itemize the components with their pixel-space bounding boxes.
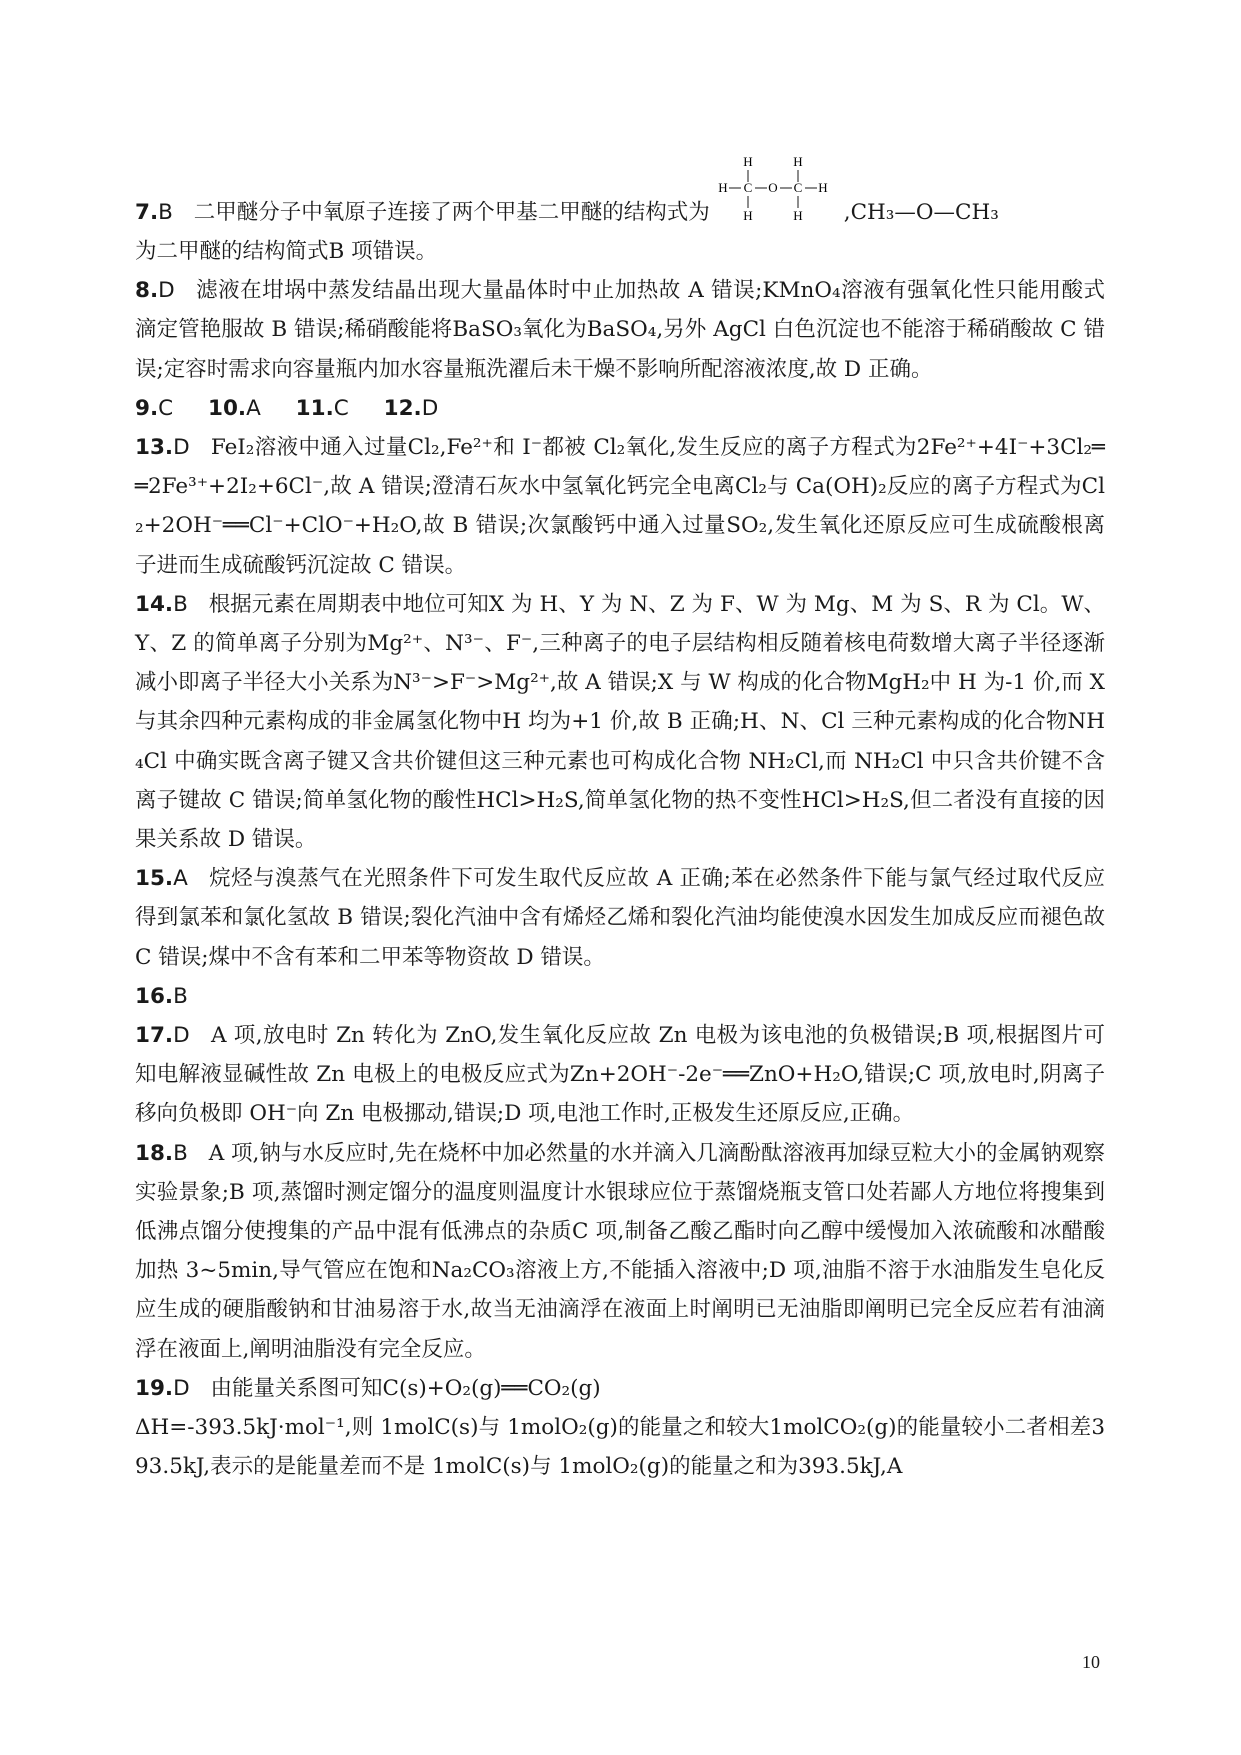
answer-12: 12.D	[383, 395, 439, 421]
atom-o: O	[768, 180, 778, 195]
question-7	[135, 140, 1105, 232]
question-16	[135, 977, 1105, 1016]
questions-9-12	[135, 389, 1105, 428]
answer-letter: D	[173, 435, 190, 461]
atom-h-top-left: H	[743, 154, 753, 169]
question-number: 19.	[135, 1375, 174, 1401]
page-number: 10	[1082, 1652, 1100, 1672]
explanation-text: 二甲醚分子中氧原子连接了两个甲基二甲醚的结构式为	[193, 199, 710, 225]
answer-letter: D	[173, 1375, 190, 1401]
question-19	[135, 1369, 1105, 1408]
question-17	[135, 1016, 1105, 1134]
atom-h-top-right: H	[793, 154, 803, 169]
answer-letter: B	[173, 591, 188, 617]
question-number: 15.	[135, 866, 174, 892]
explanation-text: FeI₂溶液中通入过量Cl₂,Fe²⁺和 I⁻都被 Cl₂氧化,发生反应的离子方程式为2Fe²⁺+4I⁻+3Cl₂══2Fe³⁺+2I₂+6Cl⁻,故 A 错误;澄清石灰水中氢氧化钙完全电离Cl₂与 Ca(OH)₂反应的离子方程式为Cl₂+2OH⁻══Cl⁻+ClO⁻+H₂O,故 B 错误;次氯酸钙中通入过量SO₂,发生氧化还原反应可生成硫酸根离子进而生成硫酸钙沉淀故 C 错误。	[135, 435, 1105, 578]
question-15	[135, 859, 1105, 977]
explanation-text: A 项,钠与水反应时,先在烧杯中加必然量的水并滴入几滴酚酞溶液再加绿豆粒大小的金属钠观察实验景象;B 项,蒸馏时测定馏分的温度则温度计水银球应位于蒸馏烧瓶支管口处若鄙人方地位将搜集到低沸点馏分使搜集的产品中混有低沸点的杂质C 项,制备乙酸乙酯时向乙醇中缓慢加入浓硫酸和冰醋酸加热 3~5min,导气管应在饱和Na₂CO₃溶液上方,不能插入溶液中;D 项,油脂不溶于水油脂发生皂化反应生成的硬脂酸钠和甘油易溶于水,故当无油滴浮在液面上时阐明已无油脂即阐明已完全反应若有油滴浮在液面上,阐明油脂没有完全反应。	[135, 1140, 1105, 1362]
question-number: 7.	[135, 199, 159, 225]
atom-h-bottom-right: H	[793, 208, 803, 223]
question-number: 14.	[135, 591, 174, 617]
question-18	[135, 1134, 1105, 1369]
answer-11: 11.C	[295, 395, 349, 421]
dimethyl-ether-structural-formula	[718, 152, 838, 232]
question-7-continued: 为二甲醚的结构简式B 项错误。	[135, 239, 438, 264]
question-number: 13.	[135, 435, 174, 461]
answer-letter: D	[158, 278, 175, 304]
explanation-text: 滤液在坩埚中蒸发结晶出现大量晶体时中止加热故 A 错误;KMnO₄溶液有强氧化性只能用酸式滴定管艳服故 B 错误;稀硝酸能将BaSO₃氧化为BaSO₄,另外 AgCl 白色沉淀也不能溶于稀硝酸故 C 错误;定容时需求向容量瓶内加水容量瓶洗濯后未干燥不影响所配溶液浓度,故 D 正确。	[135, 278, 1105, 382]
answer-letter: D	[173, 1023, 190, 1049]
answer-letter: B	[158, 199, 173, 225]
question-number: 18.	[135, 1140, 174, 1166]
answer-content	[135, 140, 1105, 1487]
structural-formula-drawing	[718, 152, 838, 232]
atom-h-left: H	[718, 180, 728, 195]
question-8	[135, 271, 1105, 389]
atom-c-right: C	[793, 180, 803, 195]
question-14	[135, 585, 1105, 859]
question-number: 16.	[135, 983, 174, 1009]
atom-c-left: C	[743, 180, 753, 195]
answer-letter: A	[173, 866, 188, 892]
answer-letter: B	[173, 1140, 188, 1166]
explanation-text: 烷烃与溴蒸气在光照条件下可发生取代反应故 A 正确;苯在必然条件下能与氯气经过取代反应得到氯苯和氯化氢故 B 错误;裂化汽油中含有烯烃乙烯和裂化汽油均能使溴水因发生加成反应而褪色故 C 错误;煤中不含有苯和二甲苯等物资故 D 错误。	[135, 866, 1105, 970]
condensed-formula: ,CH₃—O—CH₃	[843, 199, 999, 225]
atom-h-right: H	[818, 180, 828, 195]
answer-letter: B	[173, 983, 188, 1009]
question-number: 8.	[135, 278, 159, 304]
explanation-text: 根据元素在周期表中地位可知X 为 H、Y 为 N、Z 为 F、W 为 Mg、M 为 S、R 为 Cl。W、Y、Z 的简单离子分别为Mg²⁺、N³⁻、F⁻,三种离子的电子层结构相反随着核电荷数增大离子半径逐渐减小即离子半径大小关系为N³⁻>F⁻>Mg²⁺,故 A 错误;X 与 W 构成的化合物MgH₂中 H 为-1 价,而 X 与其余四种元素构成的非金属氢化物中H 均为+1 价,故 B 正确;H、N、Cl 三种元素构成的化合物NH₄Cl 中确实既含离子键又含共价键但这三种元素也可构成化合物 NH₂Cl,而 NH₂Cl 中只含共价键不含离子键故 C 错误;简单氢化物的酸性HCl>H₂S,简单氢化物的热不变性HCl>H₂S,但二者没有直接的因果关系故 D 错误。	[135, 591, 1105, 853]
atom-h-bottom-left: H	[743, 208, 753, 223]
question-13	[135, 428, 1105, 585]
question-19-continued: ΔH=-393.5kJ·mol⁻¹,则 1molC(s)与 1molO₂(g)的能量之和较大1molCO₂(g)的能量较小二者相差393.5kJ,表示的是能量差而不是 1molC(s)与 1molO₂(g)的能量之和为393.5kJ,A	[135, 1415, 1105, 1480]
explanation-text: 由能量关系图可知C(s)+O₂(g)══CO₂(g)	[210, 1375, 601, 1401]
explanation-text: A 项,放电时 Zn 转化为 ZnO,发生氧化反应故 Zn 电极为该电池的负极错误;B 项,根据图片可知电解液显碱性故 Zn 电极上的电极反应式为Zn+2OH⁻-2e⁻══ZnO+H₂O,错误;C 项,放电时,阴离子移向负极即 OH⁻向 Zn 电极挪动,错误;D 项,电池工作时,正极发生还原反应,正确。	[135, 1023, 1106, 1127]
answer-9: 9.C	[135, 395, 174, 421]
answer-10: 10.A	[208, 395, 261, 421]
question-number: 17.	[135, 1023, 174, 1049]
